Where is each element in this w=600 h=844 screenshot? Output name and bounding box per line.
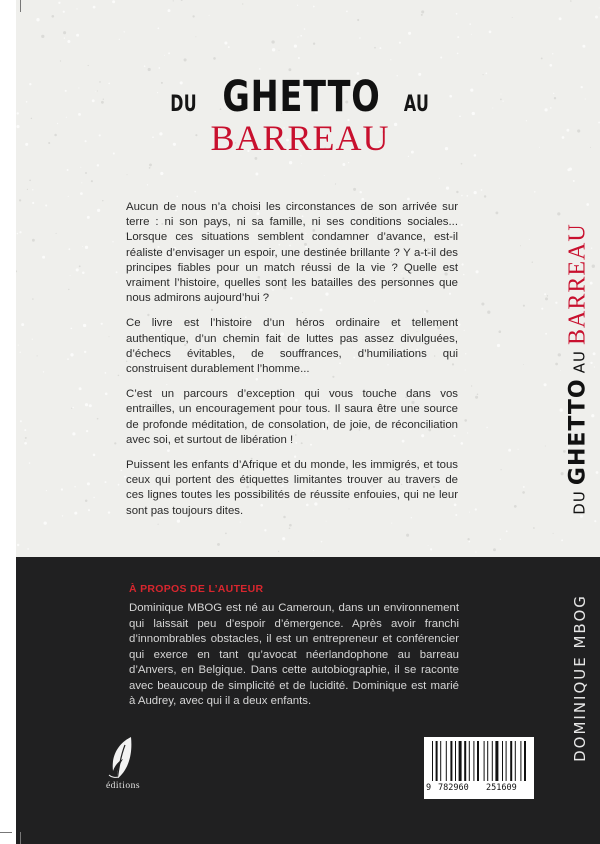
barcode-group-1: 782960 xyxy=(438,783,469,793)
crop-mark xyxy=(20,0,21,12)
barcode-first-digit: 9 xyxy=(426,783,432,793)
title-du: DU xyxy=(170,92,198,117)
blurb-paragraph-2: Ce livre est l’histoire d’un héros ordinaire et tellement authentique, d’un chemin fait de luttes pas assez divulguées, d’échecs évitables, de souffrances, d’humiliations qui construisent durablement l’homme... xyxy=(126,317,458,376)
about-author-text: Dominique MBOG est né au Cameroun, dans un environnement qui laissait peu d’espoir d’émergence. Après avoir franchi d’innombrables obstacles, il est un entrepreneur et conférencier qui exerce en tant qu’avocat néerlandophone au barreau d’Anvers, en Belgique. Dans cette autobiographie, il se raconte avec beaucoup de simplicité et de lucidité. Dominique est marié à Audrey, avec qui il a deux enfants. xyxy=(129,602,459,707)
crop-mark xyxy=(20,832,21,844)
crop-mark xyxy=(0,832,12,833)
title-barreau: BARREAU xyxy=(210,118,390,158)
spine-ghetto: GHETTO xyxy=(565,378,591,486)
about-author-heading: À PROPOS DE L’AUTEUR xyxy=(129,583,264,595)
blurb-paragraph-1: Aucun de nous n’a choisi les circonstances de son arrivée sur terre : ni son pays, ni sa famille, ni ses conditions sociales... Lorsque ces situations semblent condamner d’avance, est-il réaliste d’envisager un espoir, une destinée brillante ? Y a-t-il des principes fiables pour un match réussi de la vie ? Quelle est vraiment l’histoire, quelles sont les batailles des personnes que nous admirons aujourd’hui ? xyxy=(126,201,458,305)
isbn-barcode xyxy=(424,737,534,799)
spine-au: AU xyxy=(570,350,589,374)
blurb-paragraph-4: Puissent les enfants d’Afrique et du monde, les immigrés, et tous ceux qui portent des étiquettes limitantes trouver au travers de ces lignes toutes les possibilités de réussite enfouies, qui ne leur sont pas toujours dites. xyxy=(126,459,458,517)
spine-du: DU xyxy=(570,490,589,515)
blurb-paragraph-3: C’est un parcours d’exception qui vous touche dans vos entrailles, un encouragement pour tous. Il saura être une source de profonde méditation, de consolation, de joie, de réconciliation avec soi, et surtout de libération ! xyxy=(126,388,458,446)
publisher-name: éditions xyxy=(105,781,141,791)
spine-barreau: BARREAU xyxy=(564,223,591,345)
barcode-bars xyxy=(432,741,526,783)
spine-title xyxy=(565,223,592,514)
quill-feather-icon xyxy=(101,735,145,785)
title-au: AU xyxy=(404,92,430,117)
spine-author: DOMINIQUE MBOG xyxy=(571,594,589,762)
title-ghetto: GHETTO xyxy=(221,72,381,122)
back-cover-blurb xyxy=(126,200,458,529)
barcode-group-2: 251609 xyxy=(486,783,517,793)
book-title xyxy=(0,72,600,122)
